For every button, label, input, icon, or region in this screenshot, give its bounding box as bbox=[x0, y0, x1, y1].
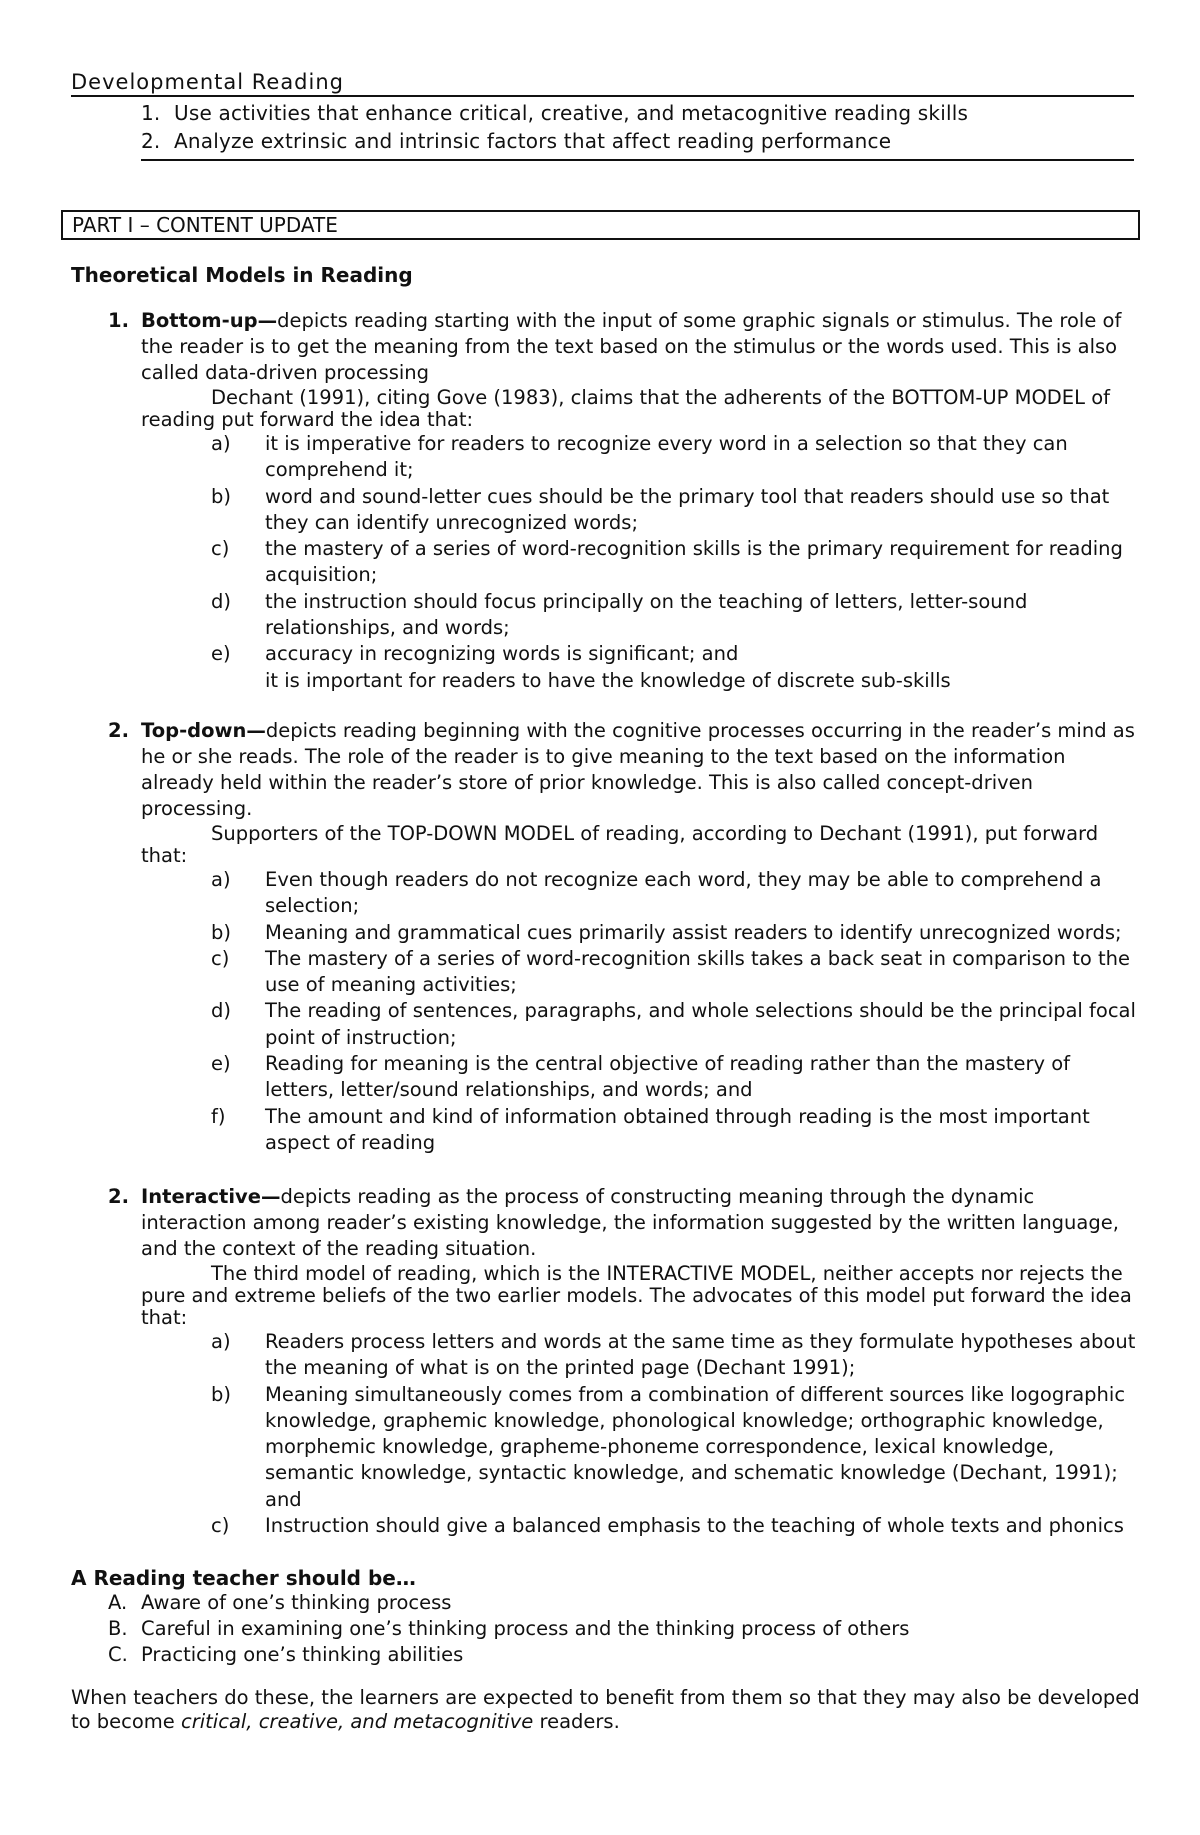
model-bottom-up bbox=[108, 308, 1138, 694]
list-item: c) The mastery of a series of word-recognition skills takes a back seat in comparison to the use of meaning activities; bbox=[211, 946, 1131, 997]
section-heading: Theoretical Models in Reading bbox=[71, 263, 413, 287]
list-item: e) Reading for meaning is the central objective of reading rather than the mastery of letters, letter/sound relationships, and words; and bbox=[211, 1052, 1070, 1102]
list-item: e) accuracy in recognizing words is significant; and bbox=[211, 642, 739, 666]
model-interactive bbox=[108, 1184, 1138, 1539]
model-definition: Top-down—depicts reading beginning with the cognitive processes occurring in the reader’s mind as he or she reads. The role of the reader is to give meaning to the text based on the information already held within the reader’s store of prior knowledge. This is also called concept-driven processing. bbox=[141, 719, 1135, 820]
list-item: b) word and sound-letter cues should be the primary tool that readers should use so that they can identify unrecognized words; bbox=[211, 484, 1110, 534]
model-name: Top-down bbox=[141, 719, 247, 742]
closing-paragraph: When teachers do these, the learners are expected to benefit from them so that they may also be developed to become critical, creative, and metacognitive readers. bbox=[71, 1686, 1140, 1733]
model-number: 2. bbox=[108, 1185, 129, 1208]
model-number: 1. bbox=[108, 309, 129, 332]
list-item: B. Careful in examining one’s thinking process and the thinking process of others bbox=[108, 1617, 910, 1640]
teacher-heading: A Reading teacher should be… bbox=[71, 1566, 416, 1590]
model-paragraph: Dechant (1991), citing Gove (1983), claims that the adherents of the BOTTOM-UP MODEL of reading put forward the idea that: bbox=[141, 386, 1110, 431]
list-item: b) Meaning and grammatical cues primarily assist readers to identify unrecognized words; bbox=[211, 920, 1122, 944]
model-items bbox=[141, 867, 1138, 1156]
model-paragraph: The third model of reading, which is the INTERACTIVE MODEL, neither accepts nor rejects the pure and extreme beliefs of the two earlier models. The advocates of this model put forward the idea that: bbox=[141, 1262, 1132, 1329]
model-number: 2. bbox=[108, 719, 129, 742]
model-name: Interactive bbox=[141, 1185, 261, 1208]
model-paragraph: Supporters of the TOP-DOWN MODEL of reading, according to Dechant (1991), put forward that: bbox=[141, 822, 1099, 867]
list-item: c) the mastery of a series of word-recognition skills is the primary requirement for reading acquisition; bbox=[211, 537, 1123, 587]
model-top-down bbox=[108, 718, 1138, 1156]
model-definition: Bottom-up—depicts reading starting with the input of some graphic signals or stimulus. The role of the reader is to get the meaning from the text based on the stimulus or the words used. This is also called data-driven processing bbox=[141, 309, 1122, 384]
objective-item: 1. Use activities that enhance critical, creative, and metacognitive reading skills bbox=[141, 101, 969, 125]
list-item: a) Readers process letters and words at the same time as they formulate hypotheses about the meaning of what is on the printed page (Dechant 1991); bbox=[211, 1330, 1136, 1380]
list-item: b) Meaning simultaneously comes from a combination of different sources like logographic knowledge, graphemic knowledge, phonological knowledge; orthographic knowledge, morphemic knowledge, grapheme-phoneme correspondence, lexical knowledge, semantic knowledge, syntactic knowledge, and schematic knowledge (Dechant, 1991); and bbox=[211, 1382, 1126, 1511]
list-item: A. Aware of one’s thinking process bbox=[108, 1591, 452, 1614]
objective-item: 2. Analyze extrinsic and intrinsic factors that affect reading performance bbox=[141, 129, 892, 153]
model-items bbox=[141, 431, 1138, 694]
list-item: a) it is imperative for readers to recognize every word in a selection so that they can comprehend it; bbox=[211, 432, 1068, 482]
objectives-list bbox=[141, 99, 1134, 161]
list-item: f) The amount and kind of information obtained through reading is the most important aspect of reading bbox=[211, 1104, 1090, 1154]
list-item: it is important for readers to have the knowledge of discrete sub-skills bbox=[265, 668, 951, 692]
list-item: d) The reading of sentences, paragraphs, and whole selections should be the principal focal point of instruction; bbox=[211, 999, 1136, 1049]
closing-emphasis: critical, creative, and metacognitive bbox=[181, 1710, 534, 1733]
list-item: d) the instruction should focus principally on the teaching of letters, letter-sound relationships, and words; bbox=[211, 589, 1028, 640]
list-item: a) Even though readers do not recognize each word, they may be able to comprehend a selection; bbox=[211, 868, 1102, 918]
list-item: c) Instruction should give a balanced emphasis to the teaching of whole texts and phonics bbox=[211, 1514, 1124, 1538]
document-title: Developmental Reading bbox=[71, 69, 1134, 97]
model-definition: Interactive—depicts reading as the process of constructing meaning through the dynamic interaction among reader’s existing knowledge, the information suggested by the written language, and the context of the reading situation. bbox=[141, 1185, 1119, 1260]
part-heading-box: PART I – CONTENT UPDATE bbox=[61, 210, 1140, 240]
list-item: C. Practicing one’s thinking abilities bbox=[108, 1643, 464, 1666]
model-name: Bottom-up bbox=[141, 309, 258, 332]
model-items bbox=[141, 1329, 1138, 1539]
teacher-list bbox=[108, 1590, 909, 1668]
